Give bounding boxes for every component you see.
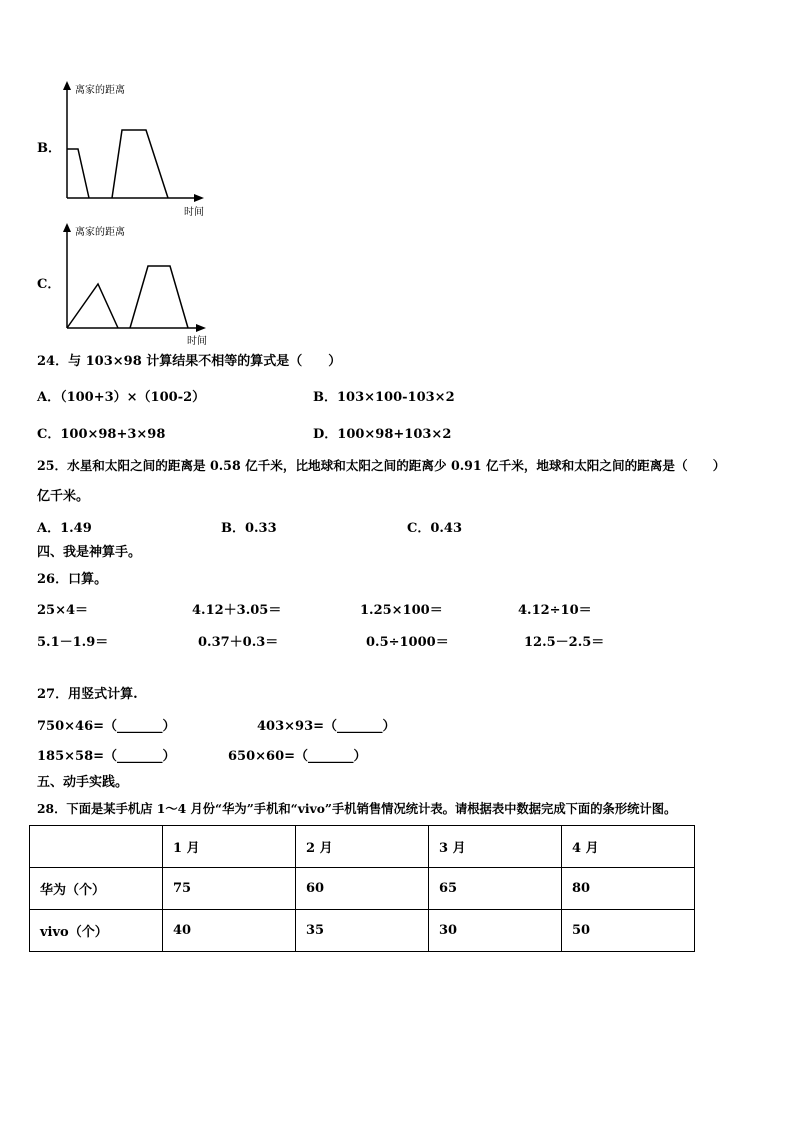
table-header-cell: 2 月 [296, 826, 429, 868]
table-cell: 80 [562, 868, 695, 910]
table-cell [30, 826, 163, 868]
table-header-cell: 3 月 [429, 826, 562, 868]
table-cell: 35 [296, 910, 429, 952]
q24-option-c: C．100×98+3×98 [37, 427, 166, 442]
table-cell: 华为（个） [30, 868, 163, 910]
q26-item: 0.37＋0.3＝ [198, 635, 279, 650]
graph-c-path-2 [130, 266, 188, 328]
graph-c-ylabel: 离家的距离 [75, 227, 125, 238]
q25-option-c: C．0.43 [407, 521, 463, 536]
section-4-heading: 四、我是神算手。 [37, 545, 142, 560]
q26-item: 4.12÷10＝ [518, 603, 592, 618]
q25-stem-continued: 亿千米。 [37, 489, 90, 504]
q26-title: 26．口算。 [37, 572, 108, 587]
q26-item: 0.5÷1000＝ [366, 635, 449, 650]
q24-stem: 24．与 103×98 计算结果不相等的算式是（ ） [37, 354, 342, 369]
table-cell: 40 [163, 910, 296, 952]
q28-stem: 28．下面是某手机店 1～4 月份“华为”手机和“vivo”手机销售情况统计表。请根据表中数据完成下面的条形统计图。 [37, 801, 677, 816]
table-row [30, 868, 695, 910]
q26-item: 4.12＋3.05＝ [192, 603, 282, 618]
q24-option-d: D．100×98+103×2 [313, 427, 452, 442]
graph-b-ylabel: 离家的距离 [75, 85, 125, 96]
q27-item: 650×60=（_______） [228, 749, 367, 764]
q27-item: 750×46=（_______） [37, 719, 176, 734]
y-axis-arrow-icon [63, 81, 71, 90]
q25-stem: 25．水星和太阳之间的距离是 0.58 亿千米，比地球和太阳之间的距离少 0.91 亿千米，地球和太阳之间的距离是（ ） [37, 458, 726, 473]
table-cell: 30 [429, 910, 562, 952]
q25-option-b: B．0.33 [221, 521, 277, 536]
q27-title: 27．用竖式计算. [37, 687, 138, 702]
distance-time-graph-b [60, 80, 220, 220]
q24-option-b: B．103×100-103×2 [313, 390, 455, 405]
q27-item: 185×58=（_______） [37, 749, 176, 764]
q27-item: 403×93=（_______） [257, 719, 396, 734]
graph-b-xlabel: 时间 [184, 207, 204, 218]
section-5-heading: 五、动手实践。 [37, 775, 129, 790]
q25-option-a: A．1.49 [37, 521, 92, 536]
q26-item: 25×4＝ [37, 603, 89, 618]
table-cell: 50 [562, 910, 695, 952]
table-cell: 75 [163, 868, 296, 910]
q26-item: 5.1－1.9＝ [37, 635, 109, 650]
x-axis-arrow-icon [194, 194, 204, 202]
graph-b-path-2 [112, 130, 168, 198]
q26-item: 1.25×100＝ [360, 603, 443, 618]
option-b-label: B． [37, 141, 61, 156]
y-axis-arrow-icon [63, 223, 71, 232]
graph-c-path-1 [67, 284, 118, 328]
graph-b-path-1 [67, 149, 89, 198]
table-header-row [30, 826, 695, 868]
q26-item: 12.5－2.5＝ [524, 635, 605, 650]
table-cell: 65 [429, 868, 562, 910]
table-row [30, 910, 695, 952]
table-header-cell: 1 月 [163, 826, 296, 868]
option-c-label: C． [37, 277, 61, 292]
table-cell: 60 [296, 868, 429, 910]
q24-option-a: A．（100+3）×（100-2） [37, 390, 206, 405]
x-axis-arrow-icon [196, 324, 206, 332]
graph-c-xlabel: 时间 [187, 336, 207, 347]
table-header-cell: 4 月 [562, 826, 695, 868]
table-cell: vivo（个） [30, 910, 163, 952]
sales-table [29, 825, 695, 952]
distance-time-graph-c [60, 222, 220, 352]
